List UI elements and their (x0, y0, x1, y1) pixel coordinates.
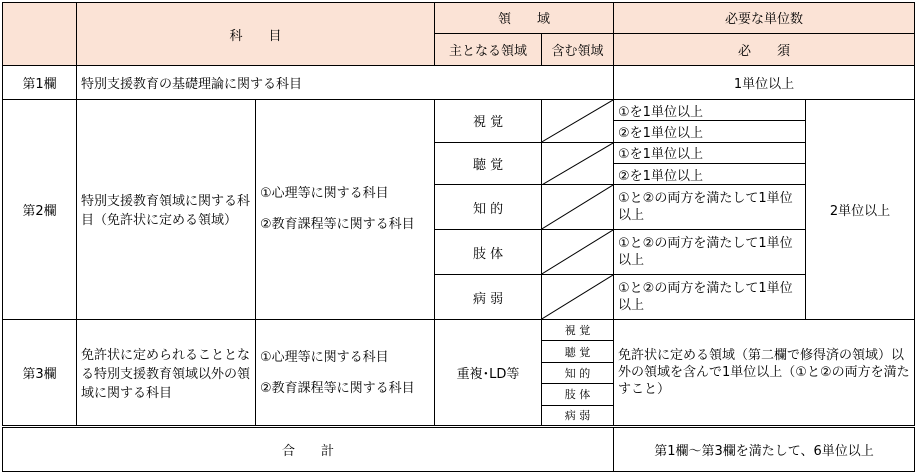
row2-diagonal-physical (542, 230, 614, 275)
row3-included-visual: 視 覚 (542, 320, 614, 341)
row2-req-hearing-2: ②を1単位以上 (614, 164, 806, 185)
header-mandatory: 必 須 (614, 33, 915, 66)
row2-item-2: ②教育課程等に関する科目 (260, 217, 415, 233)
unit-requirements-table (2, 2, 915, 472)
row2-label: 第2欄 (3, 99, 77, 319)
row3-label: 第3欄 (3, 320, 77, 427)
header-subject: 科 目 (77, 3, 435, 66)
row2-domain-physical: 肢 体 (435, 230, 542, 275)
row2-req-health: ①と②の両方を満たして1単位以上 (614, 275, 806, 320)
row3-item-1: ①心理等に関する科目 (260, 349, 389, 365)
total-units: 第1欄～第3欄を満たして、6単位以上 (614, 427, 915, 472)
row1-label: 第1欄 (3, 66, 77, 100)
row3-subject: 免許状に定められることとなる特別支援教育領域以外の領域に関する科目 (77, 320, 256, 427)
header-domain: 領 域 (435, 3, 614, 34)
row2-req-visual-2: ②を1単位以上 (614, 121, 806, 142)
row3-included-intellectual: 知 的 (542, 362, 614, 383)
row2-req-intellectual: ①と②の両方を満たして1単位以上 (614, 185, 806, 230)
row3-included-hearing: 聴 覚 (542, 341, 614, 362)
row3-units: 免許状に定める領域（第二欄で修得済の領域）以外の領域を含んで1単位以上（①と②の両方を満たすこと） (614, 320, 915, 427)
row2-req-physical: ①と②の両方を満たして1単位以上 (614, 230, 806, 275)
header-corner (3, 3, 77, 66)
row2-diagonal-intellectual (542, 185, 614, 230)
row2-items (256, 99, 435, 319)
row1-subject: 特別支援教育の基礎理論に関する科目 (77, 66, 614, 100)
total-label: 合 計 (3, 427, 614, 472)
row1-units: 1単位以上 (614, 66, 915, 100)
row3-main-domain: 重複･LD等 (435, 320, 542, 427)
row2-subject: 特別支援教育領域に関する科目（免許状に定める領域） (77, 99, 256, 319)
row2-diagonal-visual (542, 99, 614, 142)
row2-req-visual-1: ①を1単位以上 (614, 99, 806, 120)
row2-domain-health: 病 弱 (435, 275, 542, 320)
row2-domain-intellectual: 知 的 (435, 185, 542, 230)
header-included-domain: 含む領域 (542, 33, 614, 66)
row2-diagonal-hearing (542, 142, 614, 185)
row2-domain-visual: 視 覚 (435, 99, 542, 142)
row2-total-units: 2単位以上 (806, 99, 915, 319)
row3-included-physical: 肢 体 (542, 384, 614, 405)
row3-item-2: ②教育課程等に関する科目 (260, 380, 415, 396)
row3-included-health: 病 弱 (542, 405, 614, 426)
row2-req-hearing-1: ①を1単位以上 (614, 142, 806, 163)
row2-diagonal-health (542, 275, 614, 320)
header-required-units: 必要な単位数 (614, 3, 915, 34)
row3-items (256, 320, 435, 427)
header-main-domain: 主となる領域 (435, 33, 542, 66)
row2-item-1: ①心理等に関する科目 (260, 186, 389, 202)
row2-domain-hearing: 聴 覚 (435, 142, 542, 185)
